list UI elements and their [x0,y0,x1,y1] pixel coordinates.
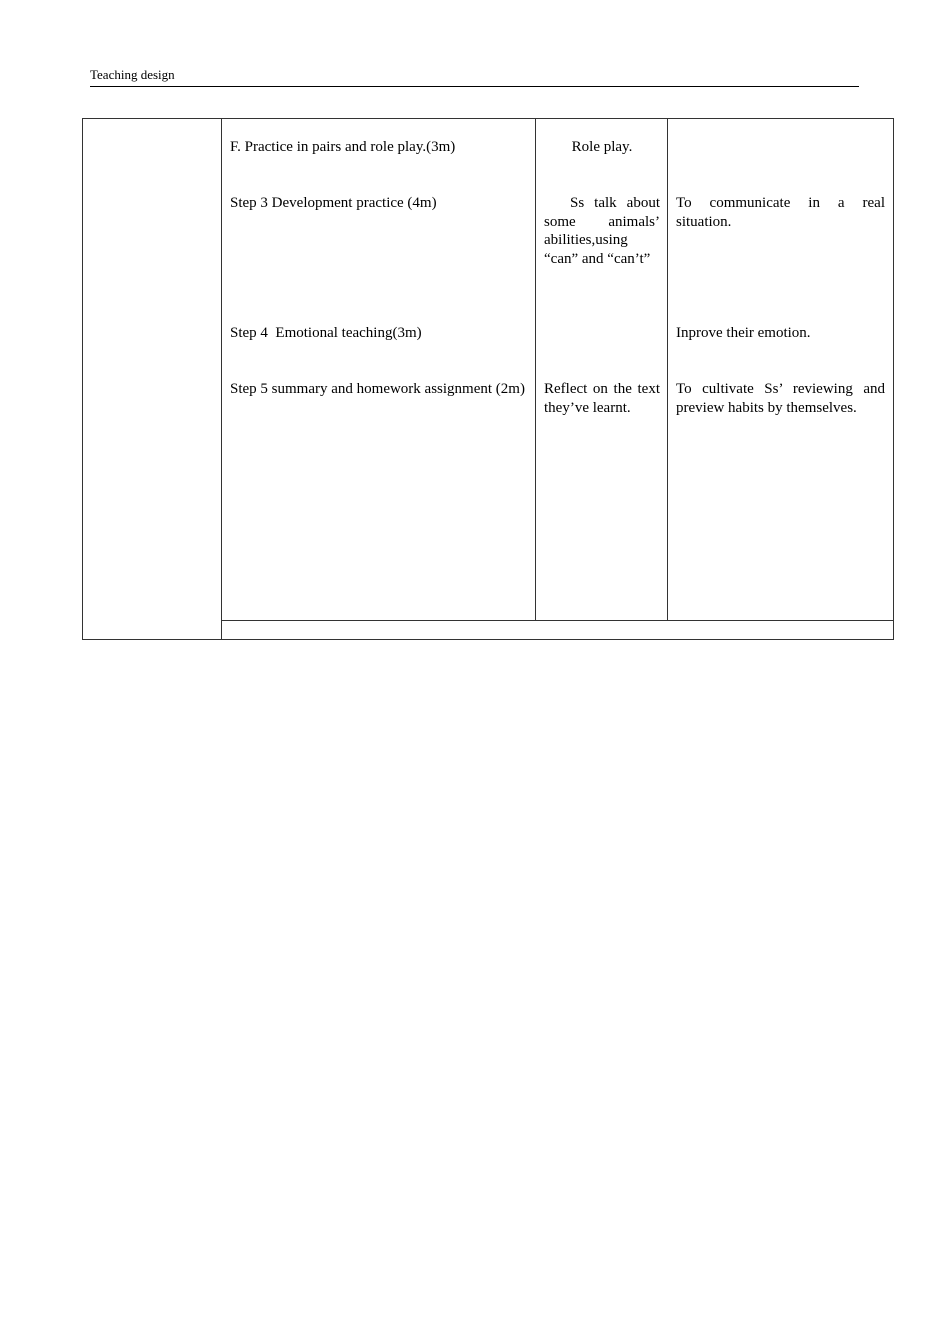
column-divider-3 [667,118,668,621]
table-border-left [82,118,83,640]
page-header [90,67,859,87]
table-border-top [82,118,894,119]
purpose-cell: To communicate in a real situation. [676,195,885,230]
column-divider-1 [221,118,222,640]
lesson-table [82,118,894,640]
activity-cell: F. Practice in pairs and role play.(3m) [230,139,456,155]
purpose-cell: Inprove their emotion. [676,325,811,341]
student-activity-cell: Ss talk about some animals’ abilities,using “can” and “can’t” [544,195,660,267]
student-activity-cell: Reflect on the text they’ve learnt. [544,381,660,416]
purpose-cell: To cultivate Ss’ reviewing and preview habits by themselves. [676,381,885,416]
table-border-bottom [82,639,894,640]
activity-cell: Step 3 Development practice (4m) [230,195,437,211]
activity-cell: Step 4 Emotional teaching(3m) [230,325,422,341]
row-divider-bottom [221,620,894,621]
activity-cell: Step 5 summary and homework assignment (2m) [230,381,525,397]
header-title: Teaching design [90,67,175,82]
column-divider-2 [535,118,536,621]
table-border-right [893,118,894,640]
student-activity-cell: Role play. [571,139,633,155]
